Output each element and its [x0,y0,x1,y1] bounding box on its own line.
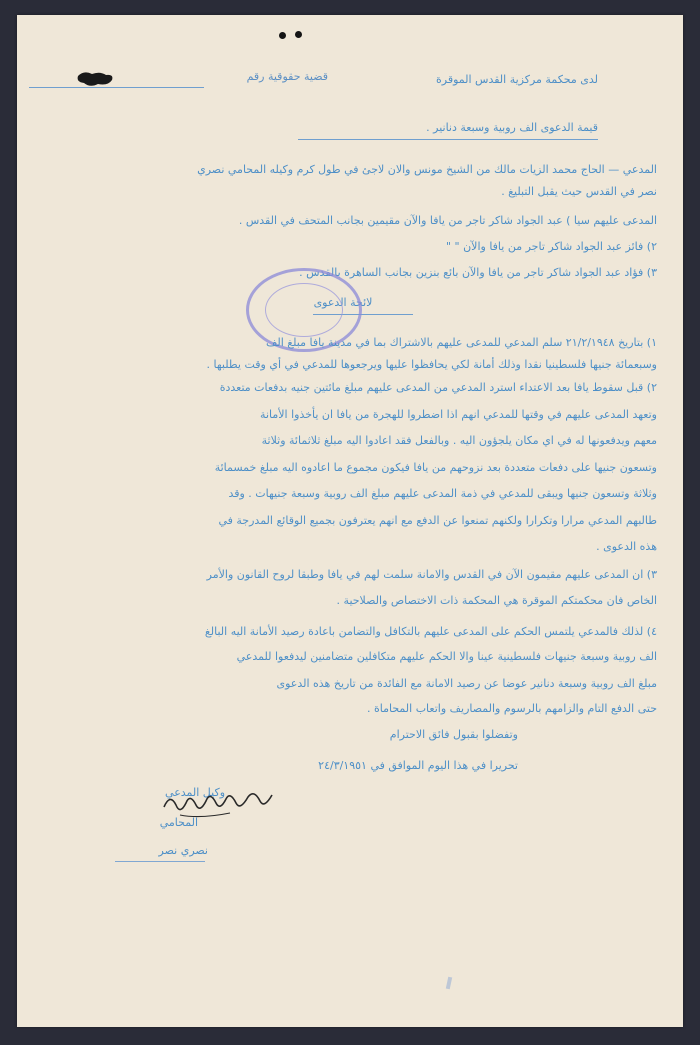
paragraph-2-line-2: وتعهد المدعى عليهم في وقتها للمدعي انهم اذا اضطروا للهجرة من يافا ان يأخذوا الأمانة [260,408,657,421]
signature-name: نصري نصر [158,844,208,857]
paragraph-1-line-1: ١) بتاريخ ٢١/٢/١٩٤٨ سلم المدعي للمدعى عليهم بالاشتراك بما في مدينة يافا مبلغ الف [266,336,657,349]
document-page [17,15,683,1027]
paragraph-1-line-2: وسبعمائة جنيها فلسطينيا نقدا وذلك أمانة لكي يحافظوا عليها ويرجعوها للمدعي في أي وقت يطلبها . [206,358,657,371]
signature-name-underline [115,861,205,862]
claim-value: قيمة الدعوى الف روبية وسبعة دنانير . [426,121,598,134]
court-name: لدى محكمة مركزية القدس الموقرة [436,73,598,86]
binder-hole-right [295,31,302,38]
handwritten-signature [160,785,280,825]
plaintiff-address: نصر في القدس حيث يقبل التبليغ . [501,185,657,198]
signature-title: وكيل المدعي [165,786,225,799]
defendant-1: المدعى عليهم سيا ) عبد الجواد شاكر تاجر من يافا والآن مقيمين بجانب المتحف في القدس . [238,214,657,227]
ink-smudge [446,977,452,990]
claim-heading: لائحة الدعوى [313,296,373,309]
document-date: تحريرا في هذا اليوم الموافق في ٢٤/٣/١٩٥١ [318,759,518,772]
paragraph-3-line-2: الخاص فان محكمتكم الموقرة هي المحكمة ذات الاختصاص والصلاحية . [336,594,657,607]
defendant-2: ٢) فائز عبد الجواد شاكر تاجر من يافا والآن " " [445,240,657,253]
plaintiff-line: المدعي — الحاج محمد الزيات مالك من الشيخ مونس والان لاجئ في طول كرم وكيله المحامي نصري [197,163,657,176]
paragraph-2-line-5: وثلاثة وتسعون جنيها ويبقى للمدعي في ذمة المدعى عليهم مبلغ الف روبية وسبعة جنيهات . وقد [228,487,657,500]
claim-value-underline [298,139,598,140]
paragraph-4-line-4: حتى الدفع التام والزامهم بالرسوم والمصاريف واتعاب المحاماة . [366,702,657,715]
paragraph-2-line-7: هذه الدعوى . [596,540,657,553]
paragraph-2-line-1: ٢) قبل سقوط يافا بعد الاعتداء استرد المدعي من المدعى عليهم مبلغ مائتين جنيه بدفعات متعددة [219,381,657,394]
case-number-underline [29,87,204,88]
closing-greeting: وتفضلوا بقبول فائق الاحترام [389,728,518,741]
paragraph-3-line-1: ٣) ان المدعى عليهم مقيمون الآن في القدس والامانة سلمت لهم في يافا وطبقا لروح القانون والأمر [206,568,657,581]
paragraph-4-line-1: ٤) لذلك فالمدعي يلتمس الحكم على المدعى عليهم بالتكافل والتضامن باعادة رصيد الأمانة اليه البالغ [204,625,657,638]
paragraph-2-line-4: وتسعون جنيها على دفعات متعددة بعد نزوحهم من يافا فيكون مجموع ما اعادوه اليه مبلغ خمسمائة [214,461,657,474]
case-number-label: قضية حقوقية رقم [246,70,328,83]
signature-role: المحامي [159,816,198,829]
paragraph-4-line-3: مبلغ الف روبية وسبعة دنانير عوضا عن رصيد الامانة مع الفائدة من تاريخ هذه الدعوى [276,677,657,690]
paragraph-2-line-3: معهم ويدفعونها له في اي مكان يلجؤون اليه . وبالفعل فقد اعادوا اليه مبلغ ثلاثمائة وثلاثة [261,434,657,447]
defendant-3: ٣) فؤاد عبد الجواد شاكر تاجر من يافا والآن بائع بنزين بجانب الساهرة بالقدس . [299,266,657,279]
binder-hole-left [279,32,286,39]
paragraph-2-line-6: طالبهم المدعي مرارا وتكرارا ولكنهم تمنعوا عن الدفع مع انهم يعترفون بجميع الوقائع المدرجة في [218,514,657,527]
paragraph-4-line-2: الف روبية وسبعة جنيهات فلسطينية عينا والا الحكم عليهم متكافلين متضامنين ليدفعوا للمدعي [236,650,657,663]
ink-blot [76,70,116,88]
